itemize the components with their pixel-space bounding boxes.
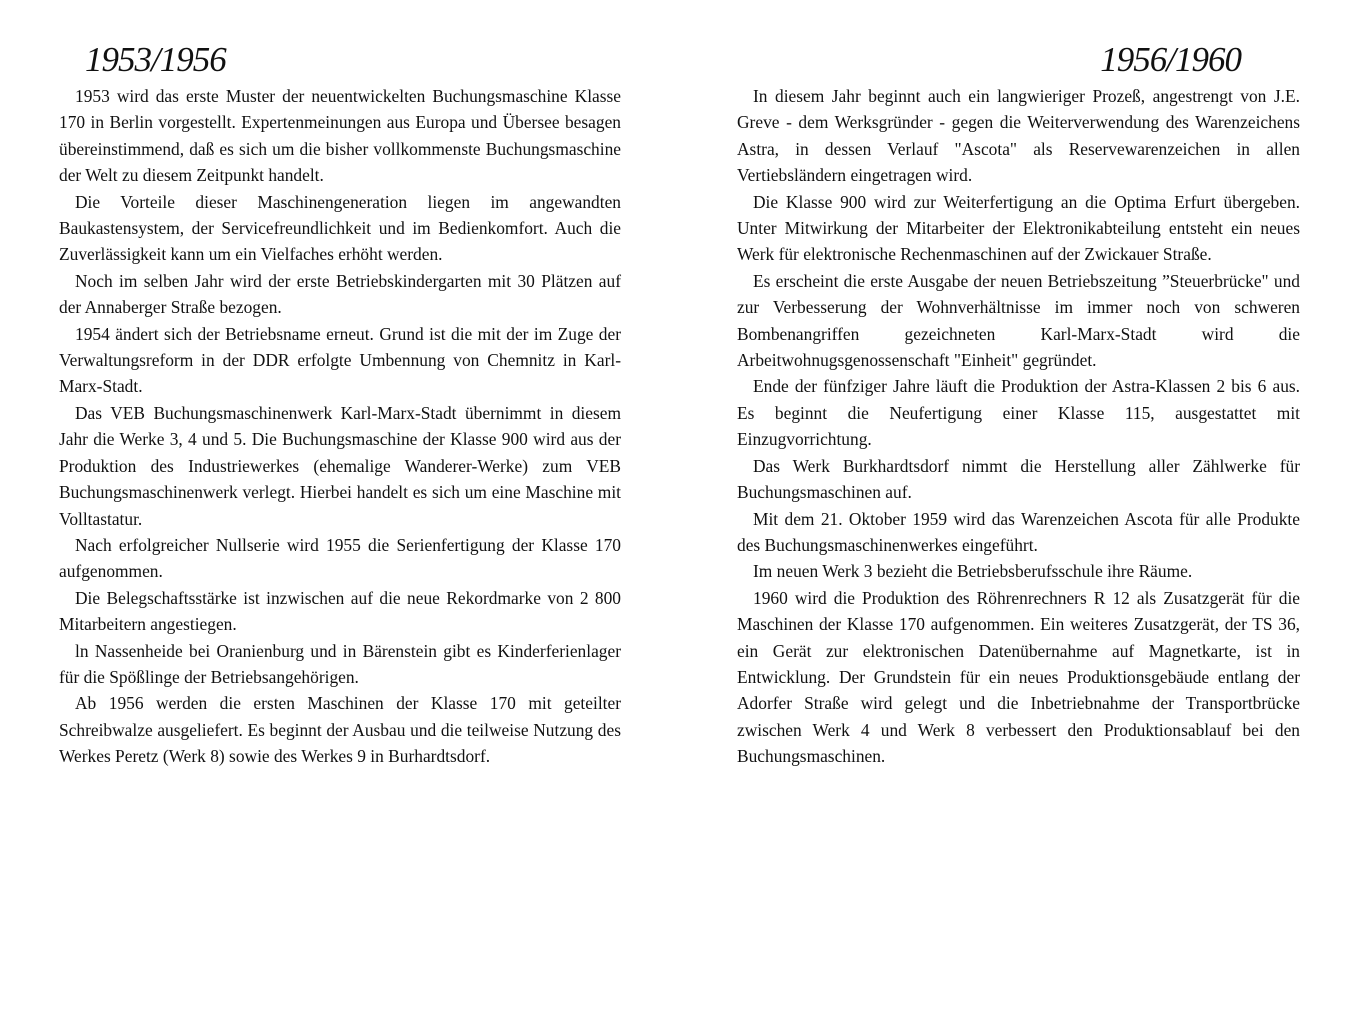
paragraph: ln Nassenheide bei Oranienburg und in Bärenstein gibt es Kinderferienlager für die Spößlinge der Betriebsangehörigen. xyxy=(59,640,621,687)
paragraph: Es erscheint die erste Ausgabe der neuen Betriebszeitung ”Steuerbrücke" und zur Verbesserung der Wohnverhältnisse im immer noch von schweren Bombenangriffen gezeichneten Karl-Marx-Stadt wird die Arbeitwohnugsgenossenschaft "Einheit" gegründet. xyxy=(737,270,1300,371)
paragraph: 1953 wird das erste Muster der neuentwickelten Buchungsmaschine Klasse 170 in Berlin vorgestellt. Expertenmeinungen aus Europa und Übersee besagen übereinstimmend, daß es sich um die bisher vollkommenste Buchungsmaschine der Welt zu diesem Zeitpunkt handelt. xyxy=(59,86,621,186)
paragraph: Ende der fünfziger Jahre läuft die Produktion der Astra-Klassen 2 bis 6 aus. Es beginnt die Neufertigung einer Klasse 115, ausgestattet mit Einzugvorrichtung. xyxy=(737,376,1300,450)
paragraph: Im neuen Werk 3 bezieht die Betriebsberufsschule ihre Räume. xyxy=(753,561,1193,582)
paragraph: 1954 ändert sich der Betriebsname erneut. Grund ist die mit der im Zuge der Verwaltungsreform in der DDR erfolgte Umbennung von Chemnitz in Karl-Marx-Stadt. xyxy=(59,323,621,397)
paragraph: 1960 wird die Produktion des Röhrenrechners R 12 als Zusatzgerät für die Maschinen der Klasse 170 aufgenommen. Ein weiteres Zusatzgerät, der TS 36, ein Gerät zur elektronischen Datenübernahme auf Magnetkarte, ist in Entwicklung. Der Grundstein für ein neues Produktionsgebäude entlang der Adorfer Straße wird gelegt und die Inbetriebnahme der Transportbrücke zwischen Werk 4 und Werk 8 verbessert den Produktionsablauf bei den Buchungsmaschinen. xyxy=(737,587,1300,767)
left-page-body xyxy=(59,83,621,770)
left-page-title: 1953/1956 xyxy=(85,40,226,79)
paragraph: Das VEB Buchungsmaschinenwerk Karl-Marx-Stadt übernimmt in diesem Jahr die Werke 3, 4 und 5. Die Buchungsmaschine der Klasse 900 wird aus der Produktion des Industriewerkes (ehemalige Wanderer-Werke) zum VEB Buchungsmaschinenwerk verlegt. Hierbei handelt es sich um eine Maschine mit Volltastatur. xyxy=(59,402,621,529)
paragraph: Die Klasse 900 wird zur Weiterfertigung an die Optima Erfurt übergeben. Unter Mitwirkung der Mitarbeiter der Elektronikabteilung entsteht ein neues Werk für elektronische Rechenmaschinen auf der Zwickauer Straße. xyxy=(737,191,1300,265)
paragraph: Das Werk Burkhardtsdorf nimmt die Herstellung aller Zählwerke für Buchungsmaschinen auf. xyxy=(737,455,1300,503)
paragraph: Noch im selben Jahr wird der erste Betriebskindergarten mit 30 Plätzen auf der Annaberger Straße bezogen. xyxy=(59,270,621,318)
paragraph: Nach erfolgreicher Nullserie wird 1955 die Serienfertigung der Klasse 170 aufgenommen. xyxy=(59,534,621,582)
paragraph: Mit dem 21. Oktober 1959 wird das Warenzeichen Ascota für alle Produkte des Buchungsmaschinenwerkes eingeführt. xyxy=(737,508,1300,555)
right-page-body xyxy=(737,83,1300,770)
paragraph: Die Belegschaftsstärke ist inzwischen auf die neue Rekordmarke von 2 800 Mitarbeitern angestiegen. xyxy=(59,587,621,635)
paragraph: In diesem Jahr beginnt auch ein langwieriger Prozeß, angestrengt von J.E. Greve - dem Werksgründer - gegen die Weiterverwendung des Warenzeichens Astra, in dessen Verlauf "Ascota" als Reservewarenzeichen in allen Vertiebsländern eingetragen wird. xyxy=(737,86,1300,186)
paragraph: Die Vorteile dieser Maschinengeneration liegen im angewandten Baukastensystem, der Servicefreundlichkeit und im Bedienkomfort. Auch die Zuverlässigkeit kann um ein Vielfaches erhöht werden. xyxy=(59,191,621,265)
right-page-title: 1956/1960 xyxy=(1100,40,1241,79)
paragraph: Ab 1956 werden die ersten Maschinen der Klasse 170 mit geteilter Schreibwalze ausgeliefert. Es beginnt der Ausbau und die teilweise Nutzung des Werkes Peretz (Werk 8) sowie des Werkes 9 in Burhardtsdorf. xyxy=(59,693,621,767)
